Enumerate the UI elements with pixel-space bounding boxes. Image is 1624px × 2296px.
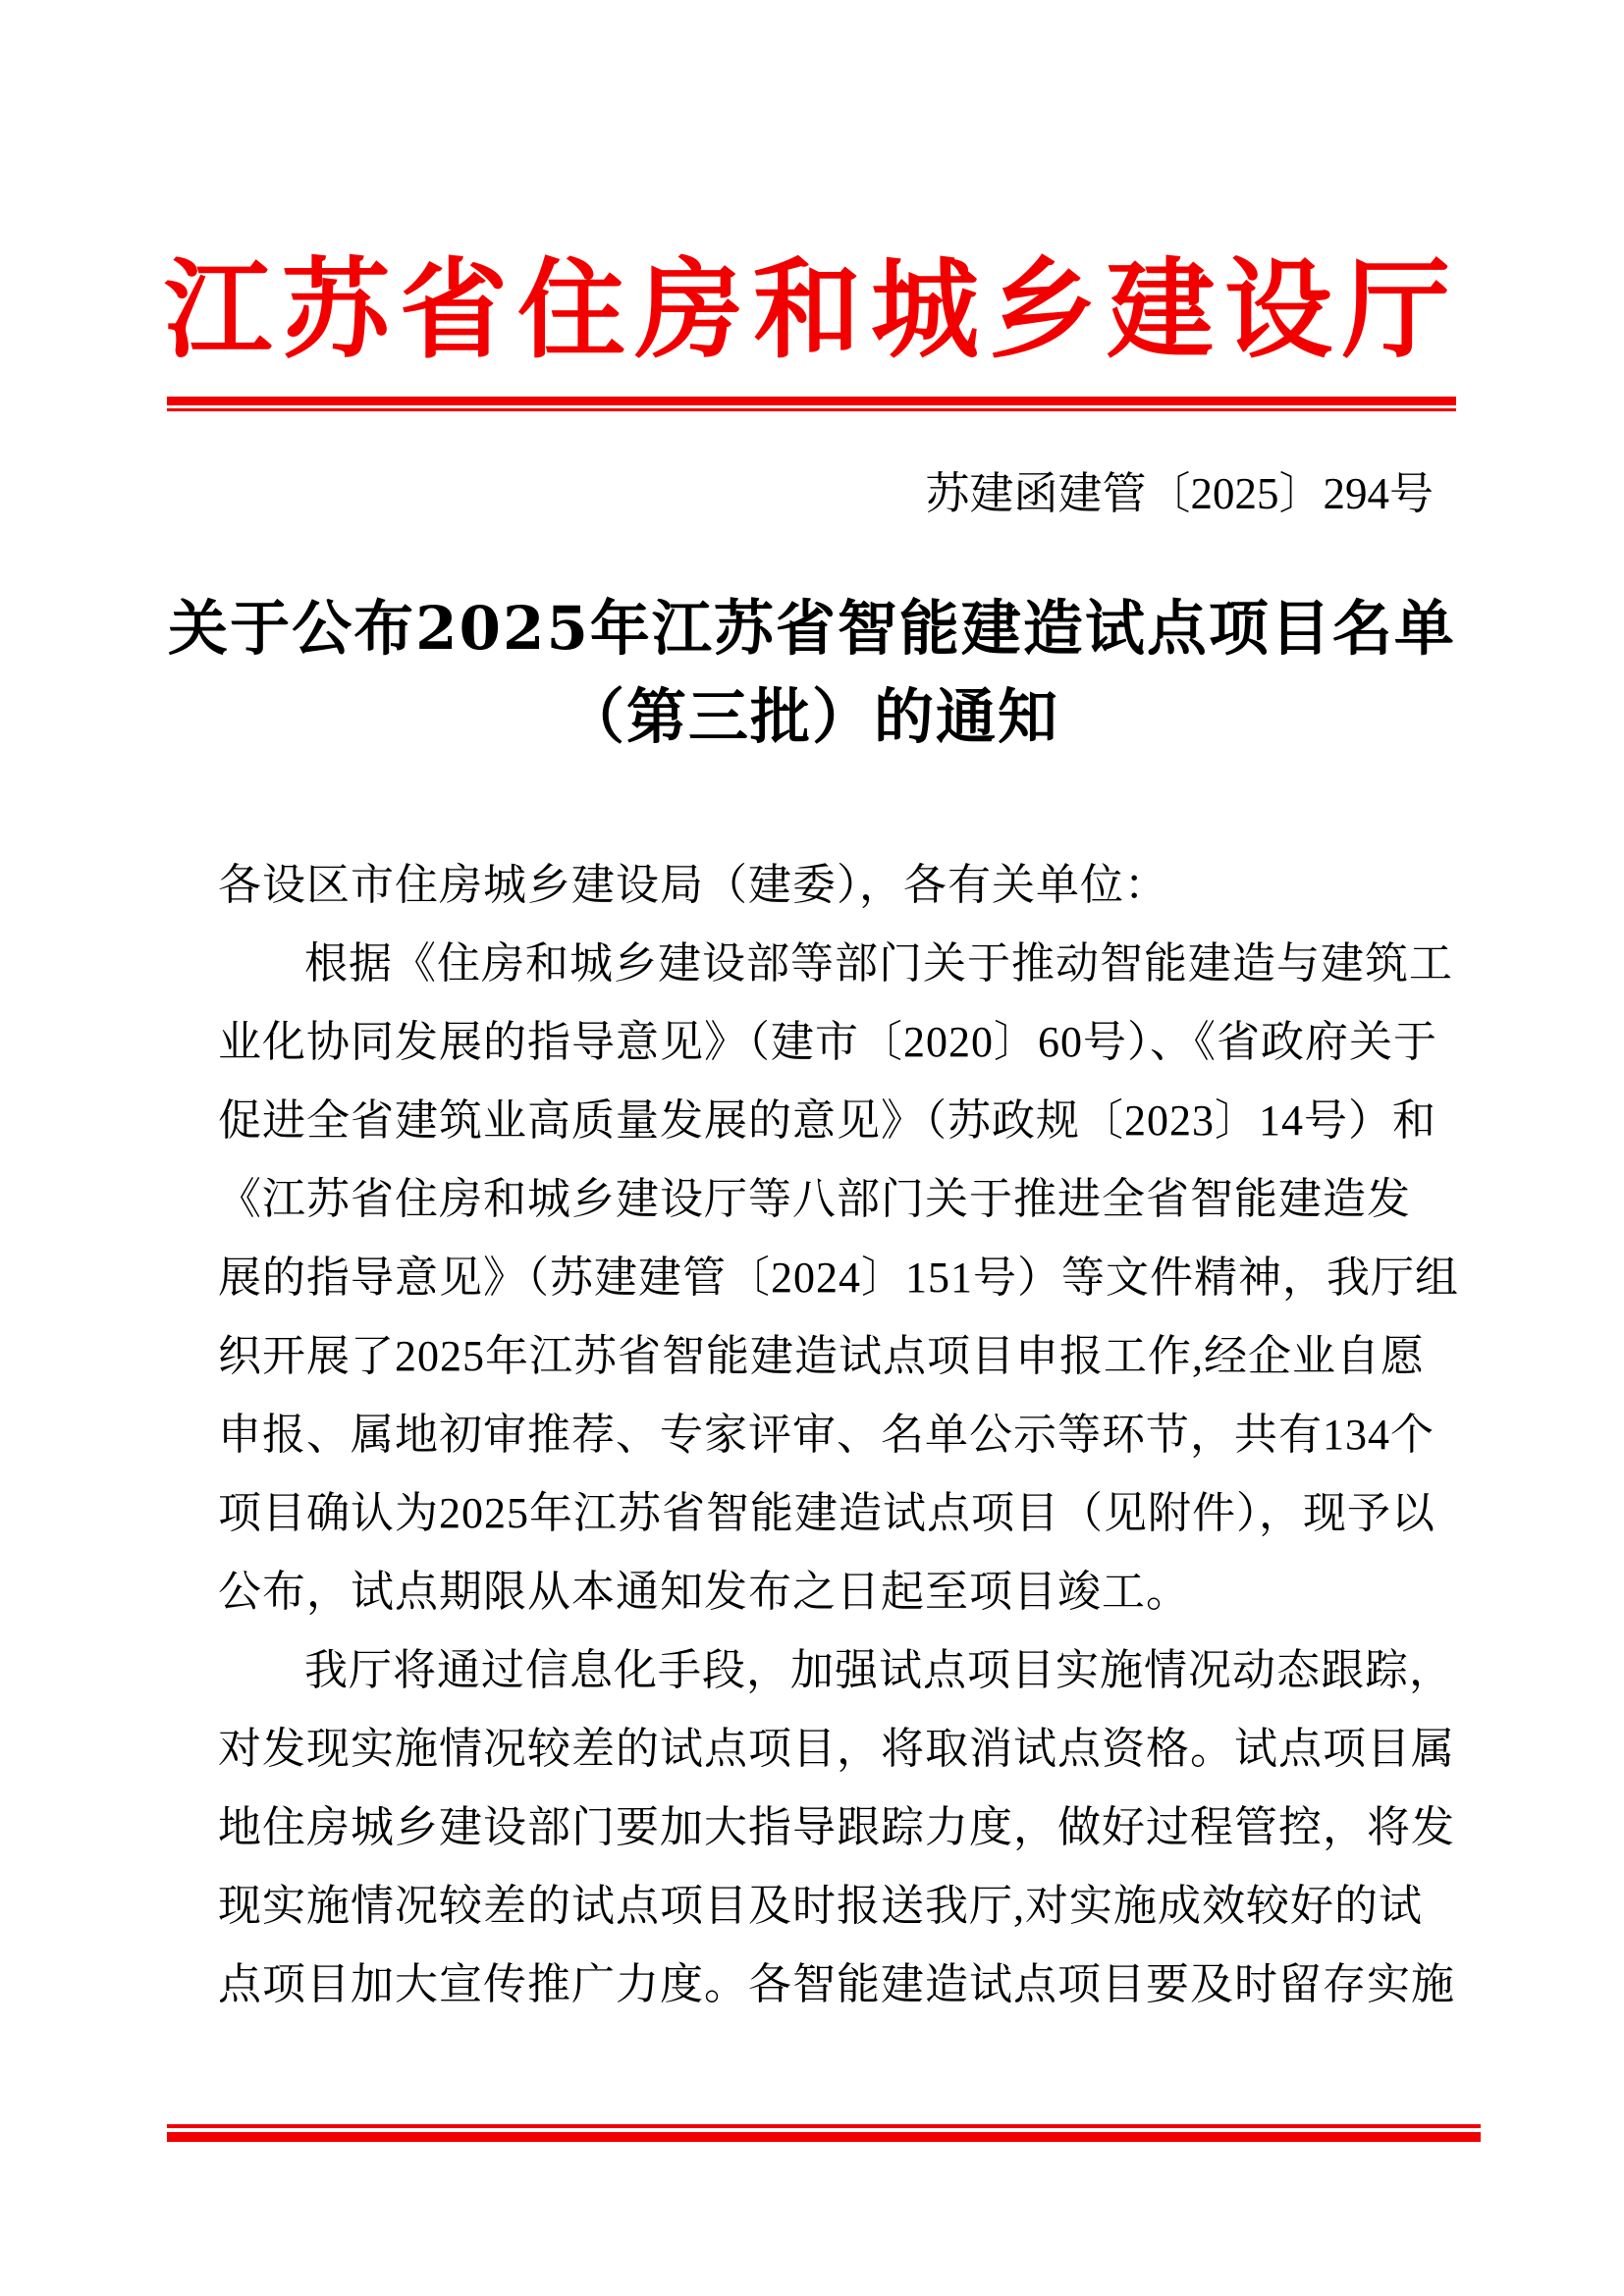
document-title (0, 585, 1624, 762)
body-line: 织开展了2025年江苏省智能建造试点项目申报工作,经企业自愿 (218, 1332, 1425, 1380)
body-line: 点项目加大宣传推广力度。各智能建造试点项目要及时留存实施 (218, 1960, 1455, 2008)
divider-thin-rule (167, 408, 1456, 411)
body-line: 《江苏省住房和城乡建设厅等八部门关于推进全省智能建造发 (218, 1175, 1411, 1223)
divider-thick-rule (167, 397, 1456, 405)
body-line: 公布，试点期限从本通知发布之日起至项目竣工。 (218, 1568, 1190, 1616)
body-line: 我厅将通过信息化手段，加强试点项目实施情况动态跟踪， (304, 1646, 1453, 1694)
document-title-line1: 关于公布2025年江苏省智能建造试点项目名单 (168, 594, 1456, 664)
body-line: 项目确认为2025年江苏省智能建造试点项目（见附件），现予以 (218, 1489, 1435, 1537)
body-line: 现实施情况较差的试点项目及时报送我厅,对实施成效较好的试 (218, 1882, 1423, 1930)
document-body (218, 846, 1459, 2024)
body-line: 地住房城乡建设部门要加大指导跟踪力度，做好过程管控，将发 (218, 1803, 1455, 1851)
body-line: 根据《住房和城乡建设部等部门关于推动智能建造与建筑工 (304, 939, 1453, 988)
body-line: 业化协同发展的指导意见》（建市〔2020〕60号）、《省政府关于 (218, 1018, 1437, 1066)
document-title-line2: （第三批）的通知 (564, 682, 1059, 752)
salutation-line: 各设区市住房城乡建设局（建委），各有关单位： (218, 861, 1168, 909)
letterhead-title: 江苏省住房和城乡建设厅 (164, 246, 1460, 373)
footer-divider (167, 2124, 1481, 2142)
divider-thick-rule (167, 2132, 1481, 2142)
body-line: 对发现实施情况较差的试点项目，将取消试点资格。试点项目属 (218, 1725, 1455, 1773)
body-line: 促进全省建筑业高质量发展的意见》（苏政规〔2023〕14号）和 (218, 1096, 1436, 1145)
document-number: 苏建函建管〔2025〕294号 (925, 469, 1434, 518)
body-line: 展的指导意见》（苏建建管〔2024〕151号）等文件精神，我厅组 (218, 1254, 1459, 1302)
letterhead-divider (167, 397, 1456, 411)
body-line: 申报、属地初审推荐、专家评审、名单公示等环节，共有134个 (218, 1411, 1435, 1459)
